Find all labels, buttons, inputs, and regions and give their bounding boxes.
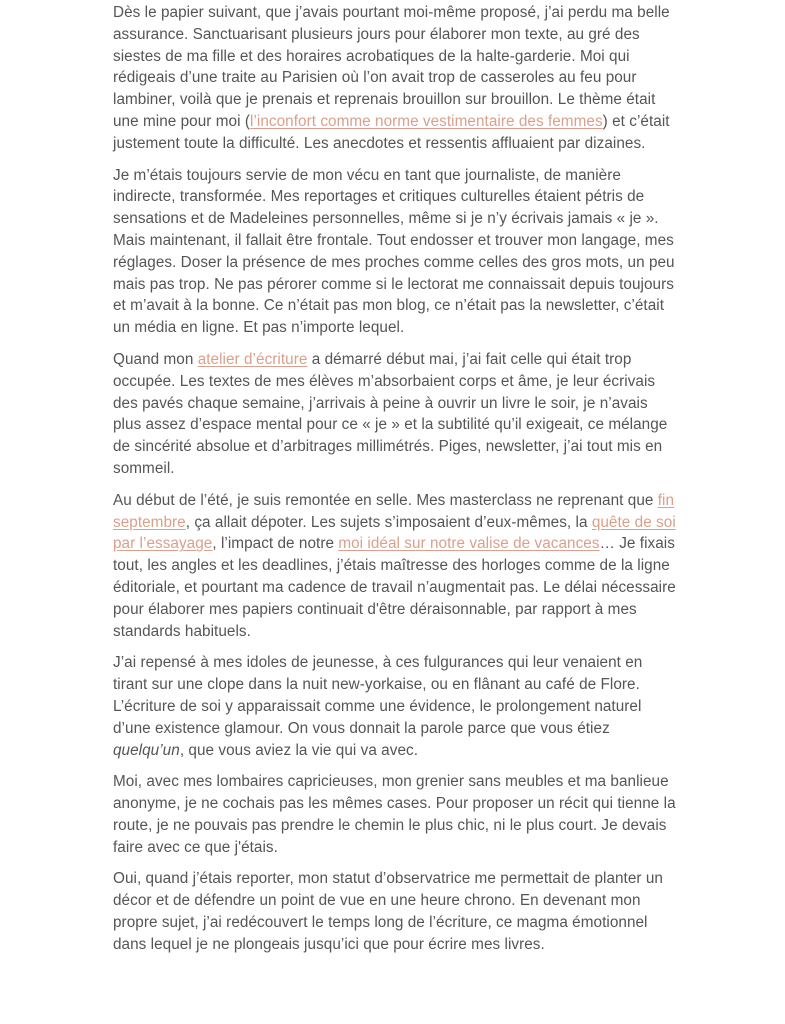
paragraph: [113, 652, 678, 761]
text-segment: Au début de l’été, je suis remontée en selle. Mes masterclass ne reprenant que: [113, 491, 658, 509]
text-segment: Dès le papier suivant, que j’avais pourtant moi-même proposé, j’ai perdu ma belle assurance. Sanctuarisant plusieurs jours pour élaborer mon texte, au gré des siestes de ma fille et des horaires acrobatiques de la halte-garderie. Moi qui rédigeais d’une traite au Parisien où l’on avait trop de casseroles au feu pour lambiner, voilà que je prenais et reprenais brouillon sur brouillon. Le thème était une mine pour moi (: [113, 4, 670, 130]
paragraph: [113, 165, 678, 339]
emphasis-text: quelqu’un: [113, 741, 180, 759]
paragraph: [113, 771, 678, 858]
text-segment: Oui, quand j’étais reporter, mon statut d’observatrice me permettait de planter un décor et de défendre un point de vue en une heure chrono. En devenant mon propre sujet, j’ai redécouvert le temps long de l’écriture, ce magma émotionnel dans lequel je ne plongeais jusqu’ici que pour écrire mes livres.: [113, 870, 663, 953]
link-fin-septembre[interactable]: fin septembre: [113, 491, 675, 531]
link-inconfort-norme-vestimentaire[interactable]: l’inconfort comme norme vestimentaire des femmes: [250, 112, 603, 130]
text-segment: , l’impact de notre: [212, 535, 339, 553]
text-segment: … Je fixais tout, les angles et les deadlines, j’étais maîtresse des horloges comme de la ligne éditoriale, et pourtant ma cadence de travail n’augmentait pas. Le délai nécessaire pour élaborer mes papiers continuait d'être déraisonnable, par rapport à mes standards habituels.: [113, 535, 676, 640]
paragraph: [113, 2, 678, 155]
paragraph: [113, 490, 678, 643]
text-segment: ) et c’était justement toute la difficulté. Les anecdotes et ressentis affluaient par dizaines.: [113, 112, 670, 152]
link-moi-ideal-valise[interactable]: moi idéal sur notre valise de vacances: [338, 535, 600, 553]
text-segment: Moi, avec mes lombaires capricieuses, mon grenier sans meubles et ma banlieue anonyme, je ne cochais pas les mêmes cases. Pour proposer un récit qui tienne la route, je ne pouvais pas prendre le chemin le plus chic, ni le plus court. Je devais faire avec ce que j'étais.: [113, 773, 676, 856]
text-segment: Je m’étais toujours servie de mon vécu en tant que journaliste, de manière indirecte, transformée. Mes reportages et critiques culturelles étaient pétris de sensations et de Madeleines personnelles, même si je n’y écrivais jamais « je ». Mais maintenant, il fallait être frontale. Tout endosser et trouver mon langage, mes réglages. Doser la présence de mes proches comme celles des gros mots, un peu mais pas trop. Ne pas pérorer comme si le lectorat me connaissait depuis toujours et m’avait à la bonne. Ce n’était pas mon blog, ce n’était pas la newsletter, c’était un média en ligne. Et pas n’importe lequel.: [113, 166, 675, 337]
paragraph: [113, 868, 678, 955]
text-segment: , que vous aviez la vie qui va avec.: [179, 741, 418, 759]
text-segment: Quand mon: [113, 350, 198, 368]
article-body: [113, 2, 678, 966]
text-segment: , ça allait dépoter. Les sujets s’imposaient d’eux-mêmes, la: [185, 513, 592, 531]
text-segment: a démarré début mai, j’ai fait celle qui était trop occupée. Les textes de mes élèves m’absorbaient corps et âme, je leur écrivais des pavés chaque semaine, j’arrivais à peine à ouvrir un livre le soir, je n’avais plus assez d’espace mental pour ce « je » et la subtilité qu’il exigeait, ce mélange de sincérité absolue et d’arbitrages millimétrés. Piges, newsletter, j’ai tout mis en sommeil.: [113, 350, 668, 477]
paragraph: [113, 349, 678, 480]
text-segment: J’ai repensé à mes idoles de jeunesse, à ces fulgurances qui leur venaient en tirant sur une clope dans la nuit new-yorkaise, ou en flânant au café de Flore. L’écriture de soi y apparaissait comme une évidence, le prolongement naturel d’une existence glamour. On vous donnait la parole parce que vous étiez: [113, 654, 643, 737]
link-atelier-ecriture[interactable]: atelier d’écriture: [197, 350, 308, 368]
link-quete-de-soi[interactable]: quête de soi par l’essayage: [113, 513, 676, 553]
